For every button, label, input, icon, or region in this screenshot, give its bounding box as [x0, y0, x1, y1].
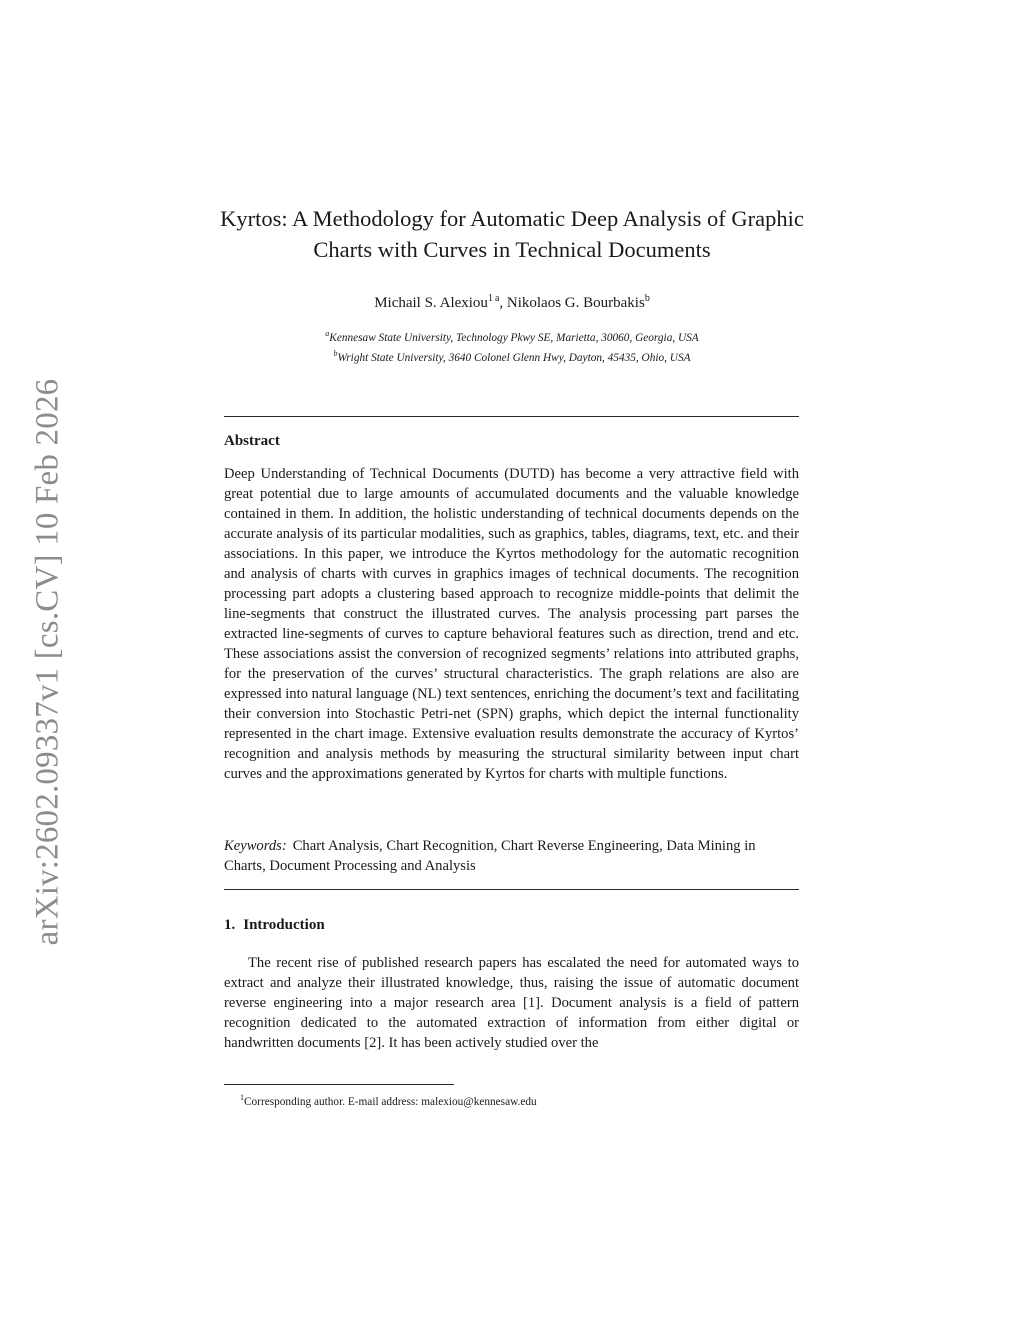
paper-title: Kyrtos: A Methodology for Automatic Deep Analysis of Graphic Charts with Curves in Technical Documents [220, 206, 804, 262]
footnote-text: Corresponding author. E-mail address: malexiou@kennesaw.edu [244, 1095, 537, 1108]
keywords [224, 836, 799, 876]
abstract-top-divider [224, 416, 799, 417]
author-mark: 1 a [487, 293, 500, 304]
keywords-text: Chart Analysis, Chart Recognition, Chart Reverse Engineering, Data Mining in Charts, Document Processing and Analysis [224, 838, 756, 874]
footnote [240, 1090, 537, 1110]
author-name: Michail S. Alexiou [374, 295, 488, 311]
footnote-mark: 1 [240, 1093, 244, 1102]
affiliation-mark: b [333, 348, 338, 358]
affiliation-text: Kennesaw State University, Technology Pkwy SE, Marietta, 30060, Georgia, USA [329, 331, 699, 344]
abstract-text: Deep Understanding of Technical Documents (DUTD) has become a very attractive field with great potential due to large amounts of accumulated documents and the valuable knowledge contained in them. In addition, the holistic understanding of technical documents depends on the accurate analysis of its particular modalities, such as graphics, tables, diagrams, text, etc. and their associations. In this paper, we introduce the Kyrtos methodology for the automatic recognition and analysis of charts with curves in graphics images of technical documents. The recognition processing part adopts a clustering based approach to recognize middle-points that delimit the line-segments that construct the illustrated curves. The analysis processing part parses the extracted line-segments of curves to capture behavioral features such as direction, trend and etc. These associations assist the conversion of recognized segments’ relations into attributed graphs, for the preservation of the curves’ structural characteristics. The graph relations are also are expressed into natural language (NL) text sentences, enriching the document’s text and facilitating their conversion into Stochastic Petri-net (SPN) graphs, which depict the internal functionality represented in the chart image. Extensive evaluation results demonstrate the accuracy of Kyrtos’ recognition and analysis methods by measuring the structural similarity between input chart curves and the approximations generated by Kyrtos for charts with multiple functions. [224, 466, 799, 782]
section-number: 1. [224, 917, 236, 933]
footnote-divider [224, 1084, 454, 1085]
affiliation-line [200, 346, 824, 366]
keywords-label: Keywords: [224, 838, 287, 854]
author-mark: b [644, 293, 650, 304]
abstract-bottom-divider [224, 889, 799, 890]
affiliation-line [200, 326, 824, 346]
author-list [200, 289, 824, 313]
section-heading-introduction [224, 917, 325, 934]
abstract-heading: Abstract [224, 433, 280, 449]
arxiv-identifier-stamp: arXiv:2602.09337v1 [cs.CV] 10 Feb 2026 [29, 378, 66, 946]
section-title: Introduction [243, 917, 325, 933]
author-name: Nikolaos G. Bourbakis [506, 295, 645, 311]
author-separator: , [499, 295, 507, 311]
affiliation-list [200, 326, 824, 366]
affiliation-mark: a [325, 329, 330, 338]
introduction-paragraph: The recent rise of published research papers has escalated the need for automated ways to extract and analyze their illustrated knowledge, thus, raising the issue of automatic document reverse engineering into a major research area [1]. Document analysis is a field of pattern recognition dedicated to the automated extraction of information from either digital or handwritten documents [2]. It has been actively studied over the [224, 955, 799, 1051]
affiliation-text: Wright State University, 3640 Colonel Glenn Hwy, Dayton, 45435, Ohio, USA [337, 351, 691, 364]
